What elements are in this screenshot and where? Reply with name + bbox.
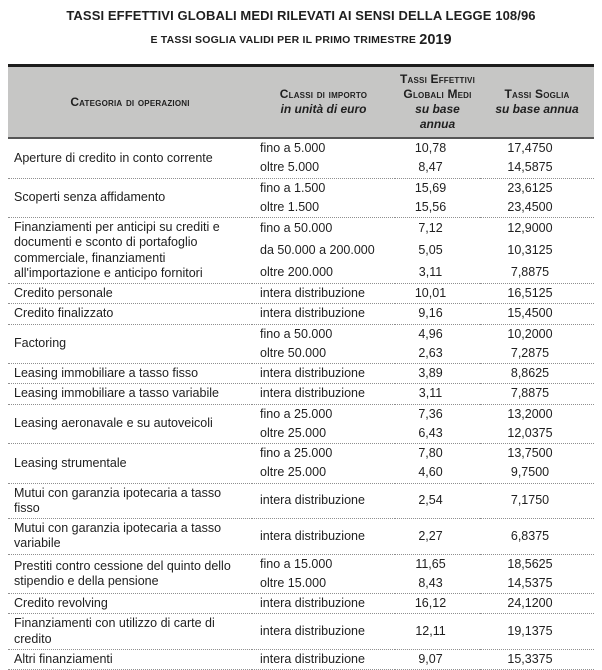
table-row [8,218,594,240]
soglia-value-cell: 9,7500 [510,465,550,480]
table-row [8,324,594,344]
category-cell: Leasing immobiliare a tasso variabile [8,384,252,404]
category-cell: Leasing aeronavale e su autoveicoli [8,404,252,444]
page-header [0,0,602,48]
tegm-value-cell: 7,12 [395,218,480,240]
category-cell: Scoperti senza affidamento [8,178,252,218]
category-cell: Aperture di credito in conto corrente [14,150,213,165]
tegm-value-cell: 10,01 [395,284,480,304]
header-category [8,66,252,139]
category-cell: Prestiti contro cessione del quinto dello stipendio e della pensione [8,554,252,594]
tegm-value-cell: 3,11 [395,384,480,404]
category-cell: Credito personale [8,284,252,304]
soglia-value-cell: 23,4500 [507,199,553,214]
category-cell: Leasing strumentale [8,444,252,484]
table-row [8,614,594,650]
soglia-value-cell: 13,7500 [480,444,594,464]
category-cell: Leasing immobiliare a tasso fisso [8,364,252,384]
header-import-class-label: Classi di importo [279,87,368,101]
subtitle-text: E TASSI SOGLIA VALIDI PER IL PRIMO TRIMESTRE [150,34,417,46]
import-class-cell: oltre 200.000 [260,264,333,279]
category-cell: Credito revolving [8,594,252,614]
soglia-value-cell: 14,5375 [507,575,553,590]
table-row [8,138,594,158]
header-import-class [252,66,395,139]
header-tegm-label-2: Globali Medi [403,87,472,101]
tegm-value-cell: 15,69 [395,178,480,198]
category-cell: Altri finanziamenti [8,649,252,669]
tegm-value-cell: 2,54 [395,483,480,519]
soglia-value-cell: 10,2000 [480,324,594,344]
header-row [8,66,594,139]
soglia-value-cell: 24,1200 [480,594,594,614]
table-row [8,284,594,304]
category-cell: Finanziamenti con utilizzo di carte di credito [8,614,252,650]
table-row [8,519,594,555]
tegm-value-cell: 9,07 [395,649,480,669]
soglia-value-cell: 10,3125 [507,242,553,257]
table-row [8,404,594,424]
tegm-value-cell: 2,63 [418,345,443,360]
soglia-value-cell: 19,1375 [480,614,594,650]
header-category-label: Categoria di operazioni [70,94,190,109]
header-tegm-label-1: Tassi Effettivi [399,72,475,86]
page-title: TASSI EFFETTIVI GLOBALI MEDI RILEVATI AI SENSI DELLA LEGGE 108/96 [66,8,536,23]
table-row [8,483,594,519]
rates-table [8,64,594,670]
import-class-cell: fino a 15.000 [252,554,395,574]
soglia-value-cell: 12,9000 [480,218,594,240]
soglia-value-cell: 18,5625 [480,554,594,574]
tegm-value-cell: 16,12 [395,594,480,614]
header-soglia-basis: su base annua [495,102,579,116]
tegm-value-cell: 5,05 [418,242,443,257]
import-class-cell: intera distribuzione [252,649,395,669]
soglia-value-cell: 14,5875 [507,160,553,175]
import-class-cell: fino a 50.000 [252,324,395,344]
import-class-cell: intera distribuzione [252,519,395,555]
table-row [8,444,594,464]
soglia-value-cell: 15,4500 [480,304,594,324]
tegm-value-cell: 10,78 [414,141,447,155]
soglia-value-cell: 23,6125 [480,178,594,198]
tegm-value-cell: 9,16 [395,304,480,324]
import-class-cell: oltre 25.000 [260,465,327,480]
import-class-cell: intera distribuzione [252,284,395,304]
soglia-value-cell: 16,5125 [480,284,594,304]
tegm-value-cell: 4,60 [418,465,443,480]
import-class-cell: intera distribuzione [252,483,395,519]
table-row [8,384,594,404]
soglia-value-cell: 8,8625 [480,364,594,384]
category-cell: Mutui con garanzia ipotecaria a tasso variabile [8,519,252,555]
tegm-value-cell: 11,65 [395,554,480,574]
table-row [8,594,594,614]
tegm-value-cell: 4,96 [395,324,480,344]
import-class-cell: fino a 1.500 [252,178,395,198]
tegm-value-cell: 6,43 [418,425,443,440]
tegm-value-cell: 8,43 [418,575,443,590]
header-soglia [480,66,594,139]
tegm-value-cell: 12,11 [395,614,480,650]
import-class-cell: fino a 50.000 [252,218,395,240]
table-row [8,649,594,669]
soglia-value-cell: 6,8375 [480,519,594,555]
soglia-value-cell: 12,0375 [507,425,553,440]
soglia-value-cell: 17,4750 [507,141,553,155]
import-class-cell: oltre 15.000 [260,575,327,590]
soglia-value-cell: 15,3375 [480,649,594,669]
import-class-cell: da 50.000 a 200.000 [260,242,375,257]
import-class-cell: fino a 25.000 [252,404,395,424]
tegm-value-cell: 3,11 [418,264,443,279]
category-cell: Factoring [8,324,252,364]
tegm-value-cell: 8,47 [418,160,443,175]
tegm-value-cell: 3,89 [395,364,480,384]
import-class-cell: intera distribuzione [252,364,395,384]
import-class-cell: oltre 25.000 [260,425,327,440]
import-class-cell: oltre 5.000 [260,160,320,175]
table-header [8,66,594,139]
header-import-class-unit: in unità di euro [280,102,367,116]
header-tegm [395,66,480,139]
import-class-cell: intera distribuzione [252,304,395,324]
category-cell: Mutui con garanzia ipotecaria a tasso fisso [8,483,252,519]
soglia-value-cell: 7,8875 [510,264,550,279]
tegm-value-cell: 15,56 [414,199,447,214]
soglia-value-cell: 13,2000 [480,404,594,424]
header-tegm-basis: su base annua [415,102,460,131]
table-row [8,364,594,384]
header-soglia-label: Tassi Soglia [504,87,570,101]
soglia-value-cell: 7,1750 [480,483,594,519]
table-row [8,178,594,198]
table-row [8,554,594,574]
page-subtitle [0,32,602,48]
category-cell: Finanziamenti per anticipi su crediti e documenti e sconto di portafoglio commerciale, finanziamenti all'importazione e anticipo fornitori [8,218,252,284]
tegm-value-cell: 7,36 [395,404,480,424]
import-class-cell: fino a 5.000 [260,141,326,155]
soglia-value-cell: 7,8875 [480,384,594,404]
tegm-value-cell: 2,27 [395,519,480,555]
import-class-cell: oltre 50.000 [260,345,327,360]
category-cell: Credito finalizzato [8,304,252,324]
tegm-value-cell: 7,80 [395,444,480,464]
table-body [8,138,594,670]
soglia-value-cell: 7,2875 [510,345,550,360]
import-class-cell: fino a 25.000 [252,444,395,464]
import-class-cell: intera distribuzione [252,594,395,614]
subtitle-year: 2019 [419,32,452,48]
import-class-cell: intera distribuzione [252,384,395,404]
import-class-cell: intera distribuzione [252,614,395,650]
table-row [8,304,594,324]
import-class-cell: oltre 1.500 [260,199,320,214]
